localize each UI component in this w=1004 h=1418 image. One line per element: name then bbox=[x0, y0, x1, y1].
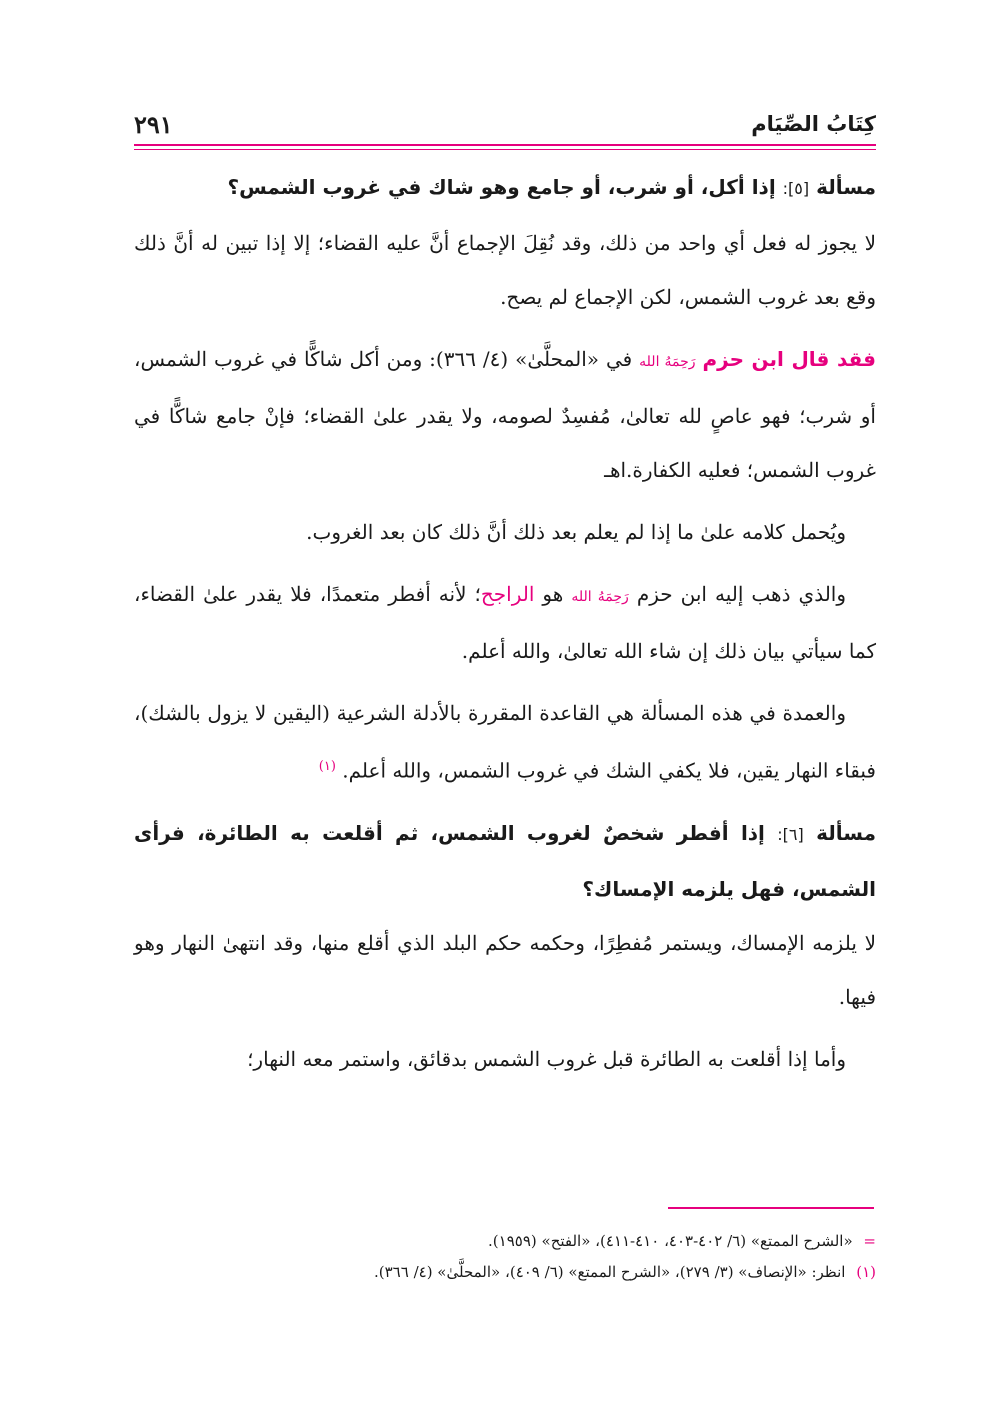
issue-label-6: مسألة bbox=[816, 820, 876, 845]
p5-text: والعمدة في هذه المسألة هي القاعدة المقررة بالأدلة الشرعية (اليقين لا يزول بالشك)، فبقاء النهار يقين، فلا يكفي الشك في غروب الشمس، والله أعلم. bbox=[134, 701, 876, 783]
continuation-mark: = bbox=[863, 1232, 876, 1250]
page-header bbox=[134, 112, 876, 142]
issue-heading-6 bbox=[134, 806, 876, 916]
paragraph-3: ويُحمل كلامه علىٰ ما إذا لم يعلم بعد ذلك أنَّ ذلك كان بعد الغروب. bbox=[306, 520, 846, 544]
footnotes bbox=[134, 1226, 876, 1288]
header-rule-thick bbox=[134, 144, 876, 146]
issue-number-6: [٦]: bbox=[777, 824, 804, 844]
issue-number: [٥]: bbox=[782, 179, 810, 198]
footnote-ref-1[interactable]: (١) bbox=[318, 759, 336, 774]
rajih-word: الراجح bbox=[480, 582, 535, 606]
paragraph-7: وأما إذا أقلعت به الطائرة قبل غروب الشمس بدقائق، واستمر معه النهار؛ bbox=[247, 1046, 846, 1071]
page-number: ٢٩١ bbox=[134, 110, 173, 139]
footnote-1-mark: (١) bbox=[856, 1263, 876, 1281]
footnote-1 bbox=[134, 1257, 876, 1288]
paragraph-1: لا يجوز له فعل أي واحد من ذلك، وقد نُقِلَ الإجماع أنَّ عليه القضاء؛ إلا إذا تبين له أنَّ ذلك وقع بعد غروب الشمس، لكن الإجماع لم يصح. bbox=[134, 231, 876, 309]
p4-after: ؛ لأنه أفطر متعمدًا، فلا يقدر علىٰ القضاء، كما سيأتي بيان ذلك إن شاء الله تعالىٰ، والله أعلم. bbox=[134, 582, 876, 663]
honorific-2: رَحِمَهُ الله bbox=[571, 589, 629, 605]
book-title: كِتَابُ الصِّيَام bbox=[751, 112, 876, 136]
paragraph-4 bbox=[134, 567, 876, 678]
footnote-1-text: انظر: «الإنصاف» (٣/ ٢٧٩)، «الشرح الممتع» (٦/ ٤٠٩)، «المحلَّىٰ» (٤/ ٣٦٦). bbox=[374, 1263, 846, 1281]
p4-before: والذي ذهب إليه ابن حزم bbox=[636, 582, 846, 606]
footnote-continuation bbox=[134, 1226, 876, 1257]
quote-lead: فقد قال ابن حزم bbox=[702, 347, 876, 371]
page-body bbox=[134, 160, 876, 1094]
issue-question-6: إذا أفطر شخصٌ لغروب الشمس، ثم أقلعت به الطائرة، فرأى الشمس، فهل يلزمه الإمساك؟ bbox=[134, 820, 876, 901]
header-rule-thin bbox=[134, 149, 876, 150]
p4-mid: هو bbox=[542, 582, 564, 606]
paragraph-5 bbox=[134, 686, 876, 798]
quote-text: في «المحلَّىٰ» (٤/ ٣٦٦): ومن أكل شاكًّا في غروب الشمس، أو شرب؛ فهو عاصٍ لله تعالىٰ، مُفسِدٌ لصومه، ولا يقدر علىٰ القضاء؛ فإنْ جامع شاكًّا في غروب الشمس؛ فعليه الكفارة.اهـ bbox=[134, 347, 876, 482]
footnote-separator bbox=[668, 1207, 874, 1209]
continuation-text: «الشرح الممتع» (٦/ ٤٠٢-٤٠٣، ٤١٠-٤١١)، «الفتح» (١٩٥٩). bbox=[488, 1232, 853, 1250]
honorific: رَحِمَهُ الله bbox=[639, 354, 696, 370]
paragraph-6: لا يلزمه الإمساك، ويستمر مُفطِرًا، وحكمه حكم البلد الذي أقلع منها، وقد انتهىٰ النهار وهو فيها. bbox=[134, 930, 876, 1009]
issue-label: مسألة bbox=[816, 175, 876, 199]
issue-question: إذا أكل، أو شرب، أو جامع وهو شاك في غروب الشمس؟ bbox=[227, 175, 776, 199]
paragraph-2 bbox=[134, 332, 876, 497]
issue-heading-5 bbox=[134, 160, 876, 216]
